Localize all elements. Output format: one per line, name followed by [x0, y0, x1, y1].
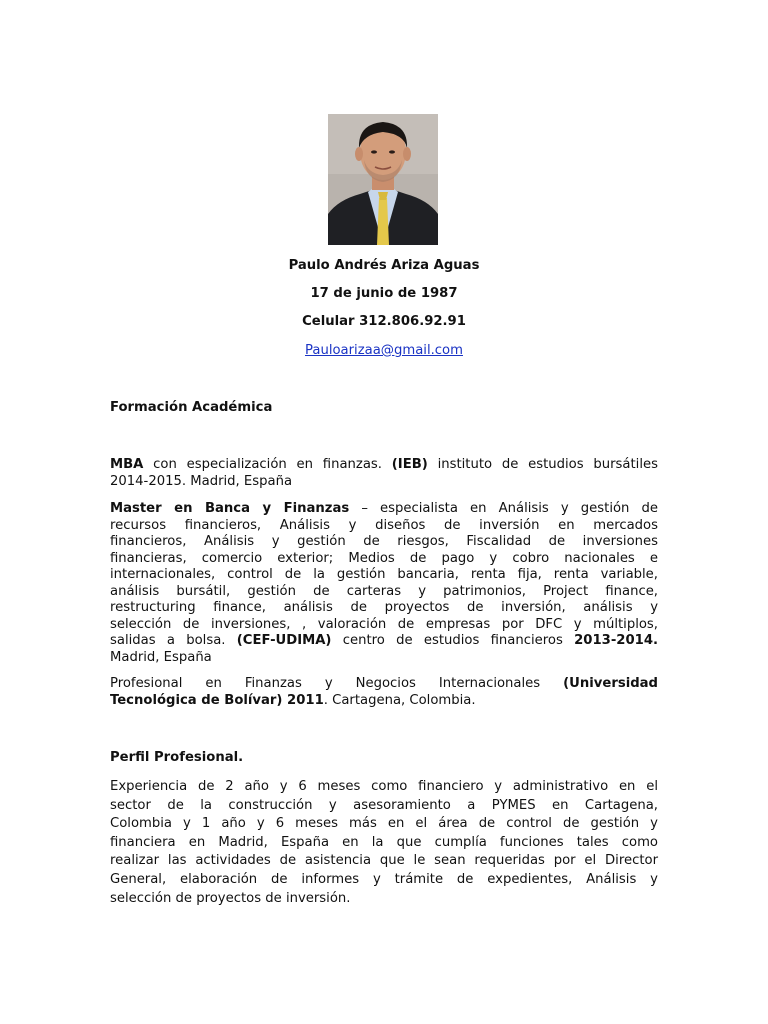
master-institution: centro de estudios financieros: [331, 633, 575, 648]
master-line-6: análisis bursátil, gestión de carteras y patrimonios, Project finance,: [110, 583, 658, 599]
profile-line: sector de la construcción y asesoramiento a PYMES en Cartagena,: [110, 797, 658, 813]
profile-photo: [328, 114, 438, 245]
mba-line-2: 2014-2015. Madrid, España: [110, 473, 293, 489]
master-institution-code: (CEF-UDIMA): [236, 633, 332, 648]
master-line-5: internacionales, control de la gestión bancaria, renta fija, renta variable,: [110, 567, 658, 582]
education-mba: [110, 457, 658, 490]
candidate-name: Paulo Andrés Ariza Aguas: [288, 258, 480, 273]
profesional-location: . Cartagena, Colombia.: [323, 692, 476, 708]
mba-text: con especialización en finanzas.: [143, 457, 392, 472]
profesional-university-2: Tecnológica de Bolívar) 2011: [110, 692, 324, 708]
profile-line: financiera en Madrid, España en la que cumplía funciones tales como: [110, 834, 658, 850]
education-master: [110, 501, 658, 666]
profesional-line-2: [110, 693, 658, 710]
education-profesional: [110, 676, 658, 709]
master-degree: Master en Banca y Finanzas: [110, 501, 350, 516]
profile-paragraph: [110, 778, 658, 908]
profile-line: selección de proyectos de inversión.: [110, 890, 351, 906]
master-line-4: financieras, comercio exterior; Medios de pago y cobro nacionales e: [110, 550, 658, 566]
profile-line: Colombia y 1 año y 6 meses más en el área de control de gestión y: [110, 816, 658, 832]
master-line-7: restructuring finance, análisis de proyectos de inversión, análisis y: [110, 600, 658, 615]
profesional-degree: Profesional en Finanzas y Negocios Internacionales: [110, 676, 564, 691]
mba-institution: instituto de estudios bursátiles: [427, 457, 658, 472]
mba-institution-code: (IEB): [391, 457, 428, 472]
master-line-1: [110, 501, 658, 518]
profile-line: realizar las actividades de asistencia que le sean requeridas por el Director: [110, 853, 658, 869]
section-title-perfil: Perfil Profesional.: [110, 750, 244, 765]
profesional-university-1: (Universidad: [563, 676, 658, 691]
master-years: 2013-2014.: [574, 633, 658, 648]
master-line-10: Madrid, España: [110, 649, 212, 665]
profile-line: General, elaboración de informes y trámite de expedientes, Análisis y: [110, 871, 658, 887]
email-row: [0, 343, 768, 360]
email-link[interactable]: Pauloarizaa@gmail.com: [305, 343, 463, 358]
mba-degree: MBA: [110, 457, 144, 472]
profile-line: Experiencia de 2 año y 6 meses como financiero y administrativo en el: [110, 779, 658, 794]
profesional-line-1: [110, 676, 658, 693]
master-text-9a: salidas a bolsa.: [110, 633, 237, 648]
master-line-9: [110, 633, 658, 650]
portrait-image: [328, 114, 438, 245]
master-line-2: recursos financieros, Análisis y diseños de inversión en mercados: [110, 517, 658, 533]
master-line-8: selección de inversiones, , valoración de empresas por DFC y múltiplos,: [110, 616, 658, 632]
master-line-3: financieros, Análisis y gestión de riesgos, Fiscalidad de inversiones: [110, 534, 658, 549]
mba-line-1: [110, 457, 658, 474]
phone-number: Celular 312.806.92.91: [302, 314, 466, 329]
master-text: – especialista en Análisis y gestión de: [349, 501, 658, 516]
birth-date: 17 de junio de 1987: [310, 286, 458, 301]
section-title-formacion: Formación Académica: [110, 400, 273, 415]
